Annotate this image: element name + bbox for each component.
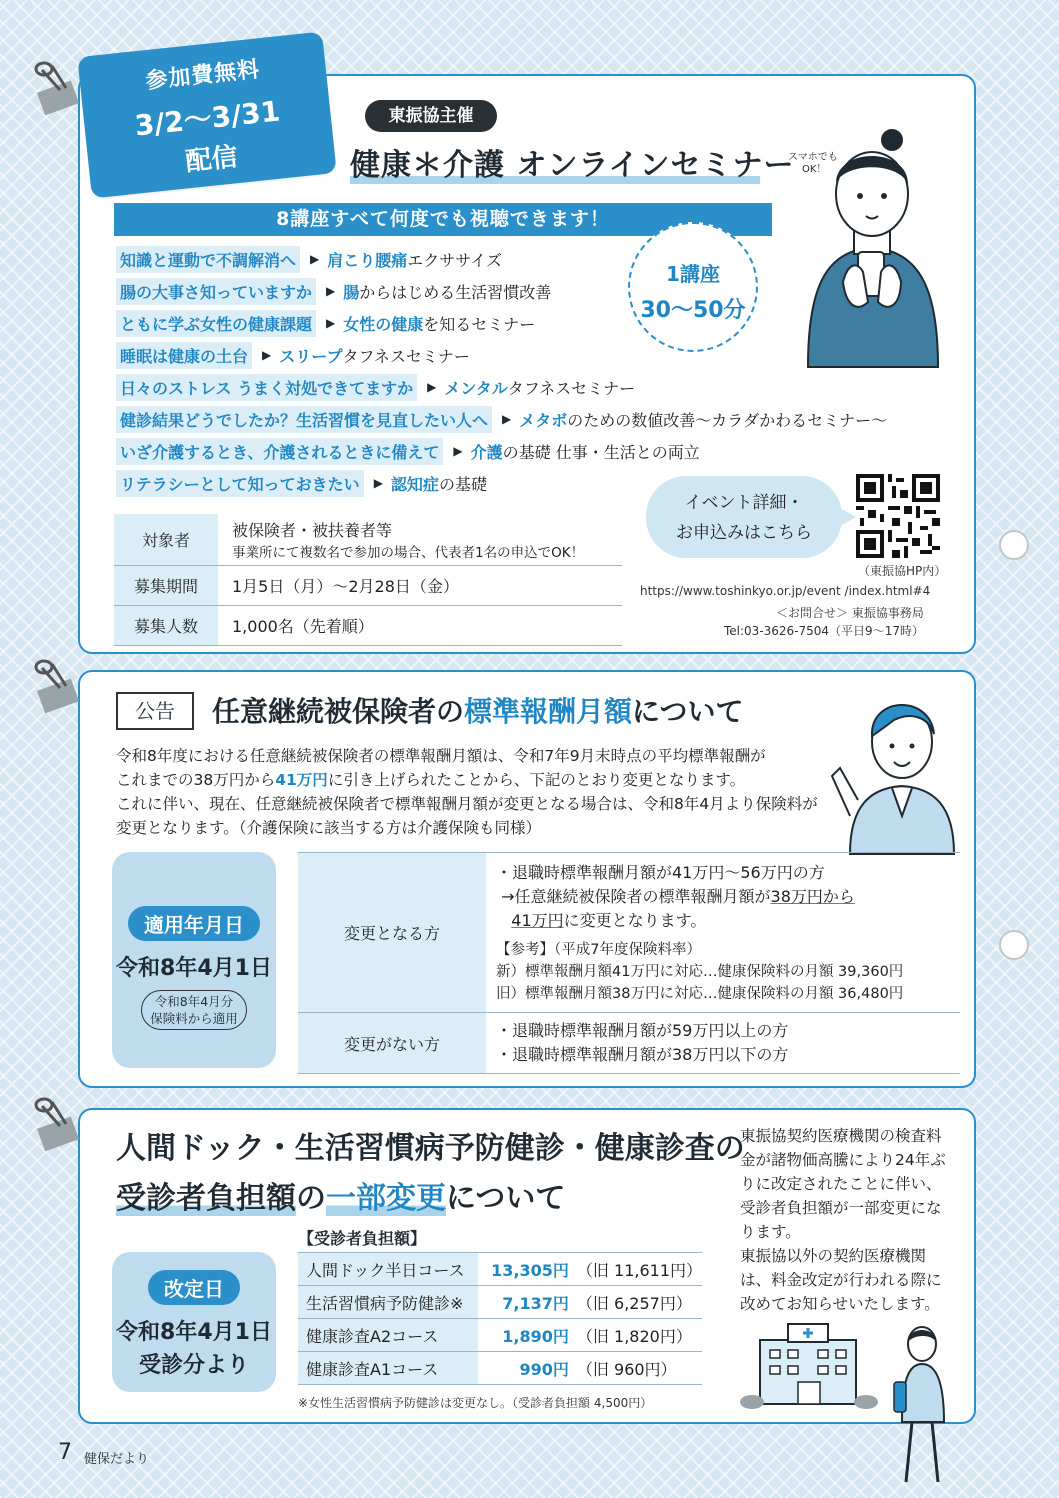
course-keyword: 介護 — [470, 442, 503, 462]
explanation-para: 東振協以外の契約医療機関は、料金改定が行われる際に改めてお知らせいたします。 — [740, 1247, 942, 1313]
table-row — [114, 566, 622, 606]
dock-title-line2 — [116, 1174, 745, 1224]
table-row — [298, 1286, 702, 1319]
value-text: に変更となります。 — [563, 910, 707, 930]
note-line: 令和8年4月分 — [154, 994, 234, 1009]
table-row — [114, 606, 622, 646]
old-price: （旧 6,257円） — [573, 1286, 702, 1319]
course-row — [116, 342, 470, 368]
burden-heading: 【受診者負担額】 — [298, 1229, 427, 1248]
info-value: 1月5日（月）～2月28日（金） — [218, 566, 622, 606]
course-name: タフネスセミナー — [507, 378, 636, 398]
free-tag — [77, 32, 336, 199]
course-theme: ともに学ぶ女性の健康課題 — [116, 310, 316, 337]
course-theme: いざ介護するとき、介護されるときに備えて — [116, 438, 443, 465]
note-line: 保険料から適用 — [150, 1011, 238, 1026]
woman-phone-illustration — [788, 112, 956, 372]
effective-date-panel — [112, 852, 276, 1068]
info-value — [218, 514, 622, 566]
new-price: 13,305円 — [478, 1253, 573, 1286]
table-row — [298, 1319, 702, 1352]
value-line: ・退職時標準報酬月額が41万円～56万円の方 — [496, 862, 825, 882]
revision-date: 令和8年4月1日 — [116, 1320, 272, 1345]
notice-paragraph — [116, 744, 826, 840]
course-keyword: スリープ — [279, 346, 343, 366]
course-theme: 健診結果どうでしたか？生活習慣を見直したい人へ — [116, 406, 492, 433]
ref-head: 【参考】（平成7年度保険料率） — [496, 941, 701, 958]
title-part: の — [296, 1181, 326, 1216]
fee-table — [298, 1252, 702, 1385]
old-price: （旧 1,820円） — [573, 1319, 702, 1352]
revision-date-scope: 受診分より — [138, 1353, 249, 1378]
arrow-right-icon: ▶ — [453, 444, 463, 458]
title-part: について — [446, 1181, 566, 1216]
seminar-title: 健康＊介護 オンラインセミナー — [350, 148, 795, 183]
old-price: （旧 11,611円） — [573, 1253, 702, 1286]
row-value — [486, 1013, 960, 1074]
course-keyword: 肩こり腰痛 — [327, 250, 408, 270]
all-courses-banner: 8講座すべて何度でも視聴できます！ — [114, 203, 772, 236]
para-line — [116, 768, 826, 792]
course-row — [116, 278, 551, 304]
course-name: タフネスセミナー — [342, 346, 470, 366]
qr-caption: （東振協HP内） — [858, 564, 947, 578]
title-part: 受診者負担額 — [116, 1181, 296, 1216]
duration-label: 1講座 — [666, 262, 720, 286]
course-name: の基礎 — [438, 474, 487, 494]
revision-date-pill: 改定日 — [148, 1270, 240, 1305]
value-text: 41万円 — [511, 910, 564, 930]
change-table — [298, 852, 960, 1074]
punch-hole — [999, 530, 1029, 560]
table-row — [298, 853, 960, 1013]
duration-value: 30～50分 — [640, 298, 746, 323]
course-name: 健康診査A1コース — [298, 1352, 478, 1385]
page-number: 7 — [58, 1440, 72, 1465]
walking-woman-illustration — [888, 1322, 956, 1490]
row-value — [486, 853, 960, 1013]
para-line: 令和8年度における任意継続被保険者の標準報酬月額は、令和7年9月末時点の平均標準報酬が — [116, 747, 766, 765]
value-line — [496, 909, 946, 933]
course-name: からはじめる生活習慣改善 — [359, 282, 552, 302]
arrow-right-icon: ▶ — [310, 252, 320, 266]
stream-dates: 3/2～3/31 — [133, 94, 282, 143]
notice-label: 公告 — [116, 692, 194, 730]
publication-name: 健保だより — [84, 1452, 150, 1467]
table-row — [298, 1253, 702, 1286]
contact-tel: Tel:03-3626-7504（平日9～17時） — [724, 624, 924, 638]
notice-title-b: 標準報酬月額 — [464, 695, 633, 728]
row-key: 変更となる方 — [298, 853, 486, 1013]
info-key: 募集人数 — [114, 606, 218, 646]
course-name: エクササイズ — [407, 250, 502, 270]
host-pill: 東振協主催 — [365, 100, 497, 132]
effective-date: 令和8年4月1日 — [116, 956, 272, 981]
course-name: 生活習慣病予防健診※ — [298, 1286, 478, 1319]
course-theme: 知識と運動で不調解消へ — [116, 246, 300, 273]
arrow-right-icon: ▶ — [427, 380, 437, 394]
seminar-info-table — [114, 514, 622, 646]
info-key: 対象者 — [114, 514, 218, 566]
hospital-illustration — [740, 1320, 880, 1410]
target-note: 事業所にて複数名で参加の場合、代表者1名の申込でOK！ — [232, 545, 585, 561]
value-line: ・退職時標準報酬月額が38万円以下の方 — [496, 1045, 789, 1064]
course-row — [116, 438, 700, 464]
course-keyword: メンタル — [444, 378, 508, 398]
course-row — [116, 406, 887, 432]
row-key: 変更がない方 — [298, 1013, 486, 1074]
stream-label: 配信 — [184, 142, 240, 178]
course-theme: 腸の大事さ知っていますか — [116, 278, 316, 305]
phone-caption: スマホでも — [788, 152, 838, 163]
duration-badge — [628, 222, 758, 352]
course-keyword: 認知症 — [390, 474, 439, 494]
course-theme: 睡眠は健康の土台 — [116, 342, 252, 369]
value-text: →任意継続被保険者の標準報酬月額が — [501, 886, 771, 906]
old-price: （旧 960円） — [573, 1352, 702, 1385]
explanation-para: 東振協契約医療機関の検査料金が諸物価高騰により24年ぶりに改定されたことに伴い、受診者負担額が一部変更になります。 — [740, 1127, 946, 1241]
binder-clip-icon — [30, 658, 90, 718]
course-theme: 日々のストレス うまく対処できてますか — [116, 374, 417, 401]
free-label: 参加費無料 — [144, 57, 262, 95]
course-theme: リテラシーとして知っておきたい — [116, 470, 364, 497]
revision-explanation — [740, 1124, 954, 1316]
qr-code-icon[interactable] — [856, 474, 940, 558]
effective-date-pill: 適用年月日 — [128, 906, 260, 941]
arrow-right-icon: ▶ — [502, 412, 512, 426]
svg-text:OK！: OK！ — [802, 164, 827, 175]
fee-note: ※女性生活習慣病予防健診は変更なし。（受診者負担額 4,500円） — [298, 1396, 653, 1410]
course-name: 健康診査A2コース — [298, 1319, 478, 1352]
course-row — [116, 246, 502, 272]
course-name: のための数値改善～カラダかわるセミナー～ — [567, 410, 888, 430]
arrow-right-icon: ▶ — [326, 316, 336, 330]
info-value: 1,000名（先着順） — [218, 606, 622, 646]
event-line1: イベント詳細・ — [684, 493, 804, 513]
event-line2: お申込みはこちら — [676, 523, 812, 543]
ref-old: 旧）標準報酬月額38万円に対応…健康保険料の月額 36,480円 — [496, 985, 904, 1002]
value-line — [496, 885, 946, 909]
value-line: ・退職時標準報酬月額が59万円以上の方 — [496, 1021, 789, 1040]
new-price: 7,137円 — [478, 1286, 573, 1319]
arrow-right-icon: ▶ — [262, 348, 272, 362]
punch-hole — [999, 930, 1029, 960]
notice-title-a: 任意継続被保険者の — [212, 695, 465, 728]
event-details-bubble[interactable] — [646, 476, 842, 558]
notice-title — [212, 690, 743, 730]
new-price: 990円 — [478, 1352, 573, 1385]
revision-date-panel — [112, 1252, 276, 1392]
event-url[interactable]: https://www.toshinkyo.or.jp/event /index.html#4 — [640, 584, 931, 598]
info-key: 募集期間 — [114, 566, 218, 606]
value-text: 38万円から — [770, 886, 855, 906]
dock-title — [116, 1124, 745, 1224]
course-name: を知るセミナー — [423, 314, 536, 334]
course-keyword: メタボ — [519, 410, 568, 430]
new-amount: 41万円 — [275, 771, 328, 789]
course-keyword: 女性の健康 — [343, 314, 424, 334]
arrow-right-icon: ▶ — [326, 284, 336, 298]
effective-date-note — [141, 990, 247, 1030]
dock-title-line1: 人間ドック・生活習慣病予防健診・健康診査の — [116, 1131, 745, 1166]
course-row — [116, 374, 635, 400]
course-name: 人間ドック半日コース — [298, 1253, 478, 1286]
para-text: に引き上げられたことから、下記のとおり変更となります。 — [327, 771, 746, 789]
para-text: これまでの38万円から — [116, 771, 276, 789]
contact-label: ＜お問合せ＞ 東振協事務局 — [776, 606, 924, 620]
course-row — [116, 470, 487, 496]
arrow-right-icon: ▶ — [373, 476, 383, 490]
course-name: の基礎 仕事・生活との両立 — [502, 442, 700, 462]
course-keyword: 腸 — [343, 282, 360, 302]
table-row — [114, 514, 622, 566]
title-part: 一部変更 — [326, 1181, 446, 1216]
notice-title-c: について — [632, 695, 744, 728]
ref-new: 新）標準報酬月額41万円に対応…健康保険料の月額 39,360円 — [496, 963, 904, 980]
course-row — [116, 310, 535, 336]
table-row — [298, 1352, 702, 1385]
binder-clip-icon — [30, 1096, 90, 1156]
table-row — [298, 1013, 960, 1074]
woman-presenting-illustration — [830, 676, 970, 856]
para-line: これに伴い、現在、任意継続被保険者で標準報酬月額が変更となる場合は、令和8年4月より保険料が変更となります。（介護保険に該当する方は介護保険も同様） — [116, 795, 818, 837]
new-price: 1,890円 — [478, 1319, 573, 1352]
target-value: 被保険者・被扶養者等 — [232, 521, 393, 540]
